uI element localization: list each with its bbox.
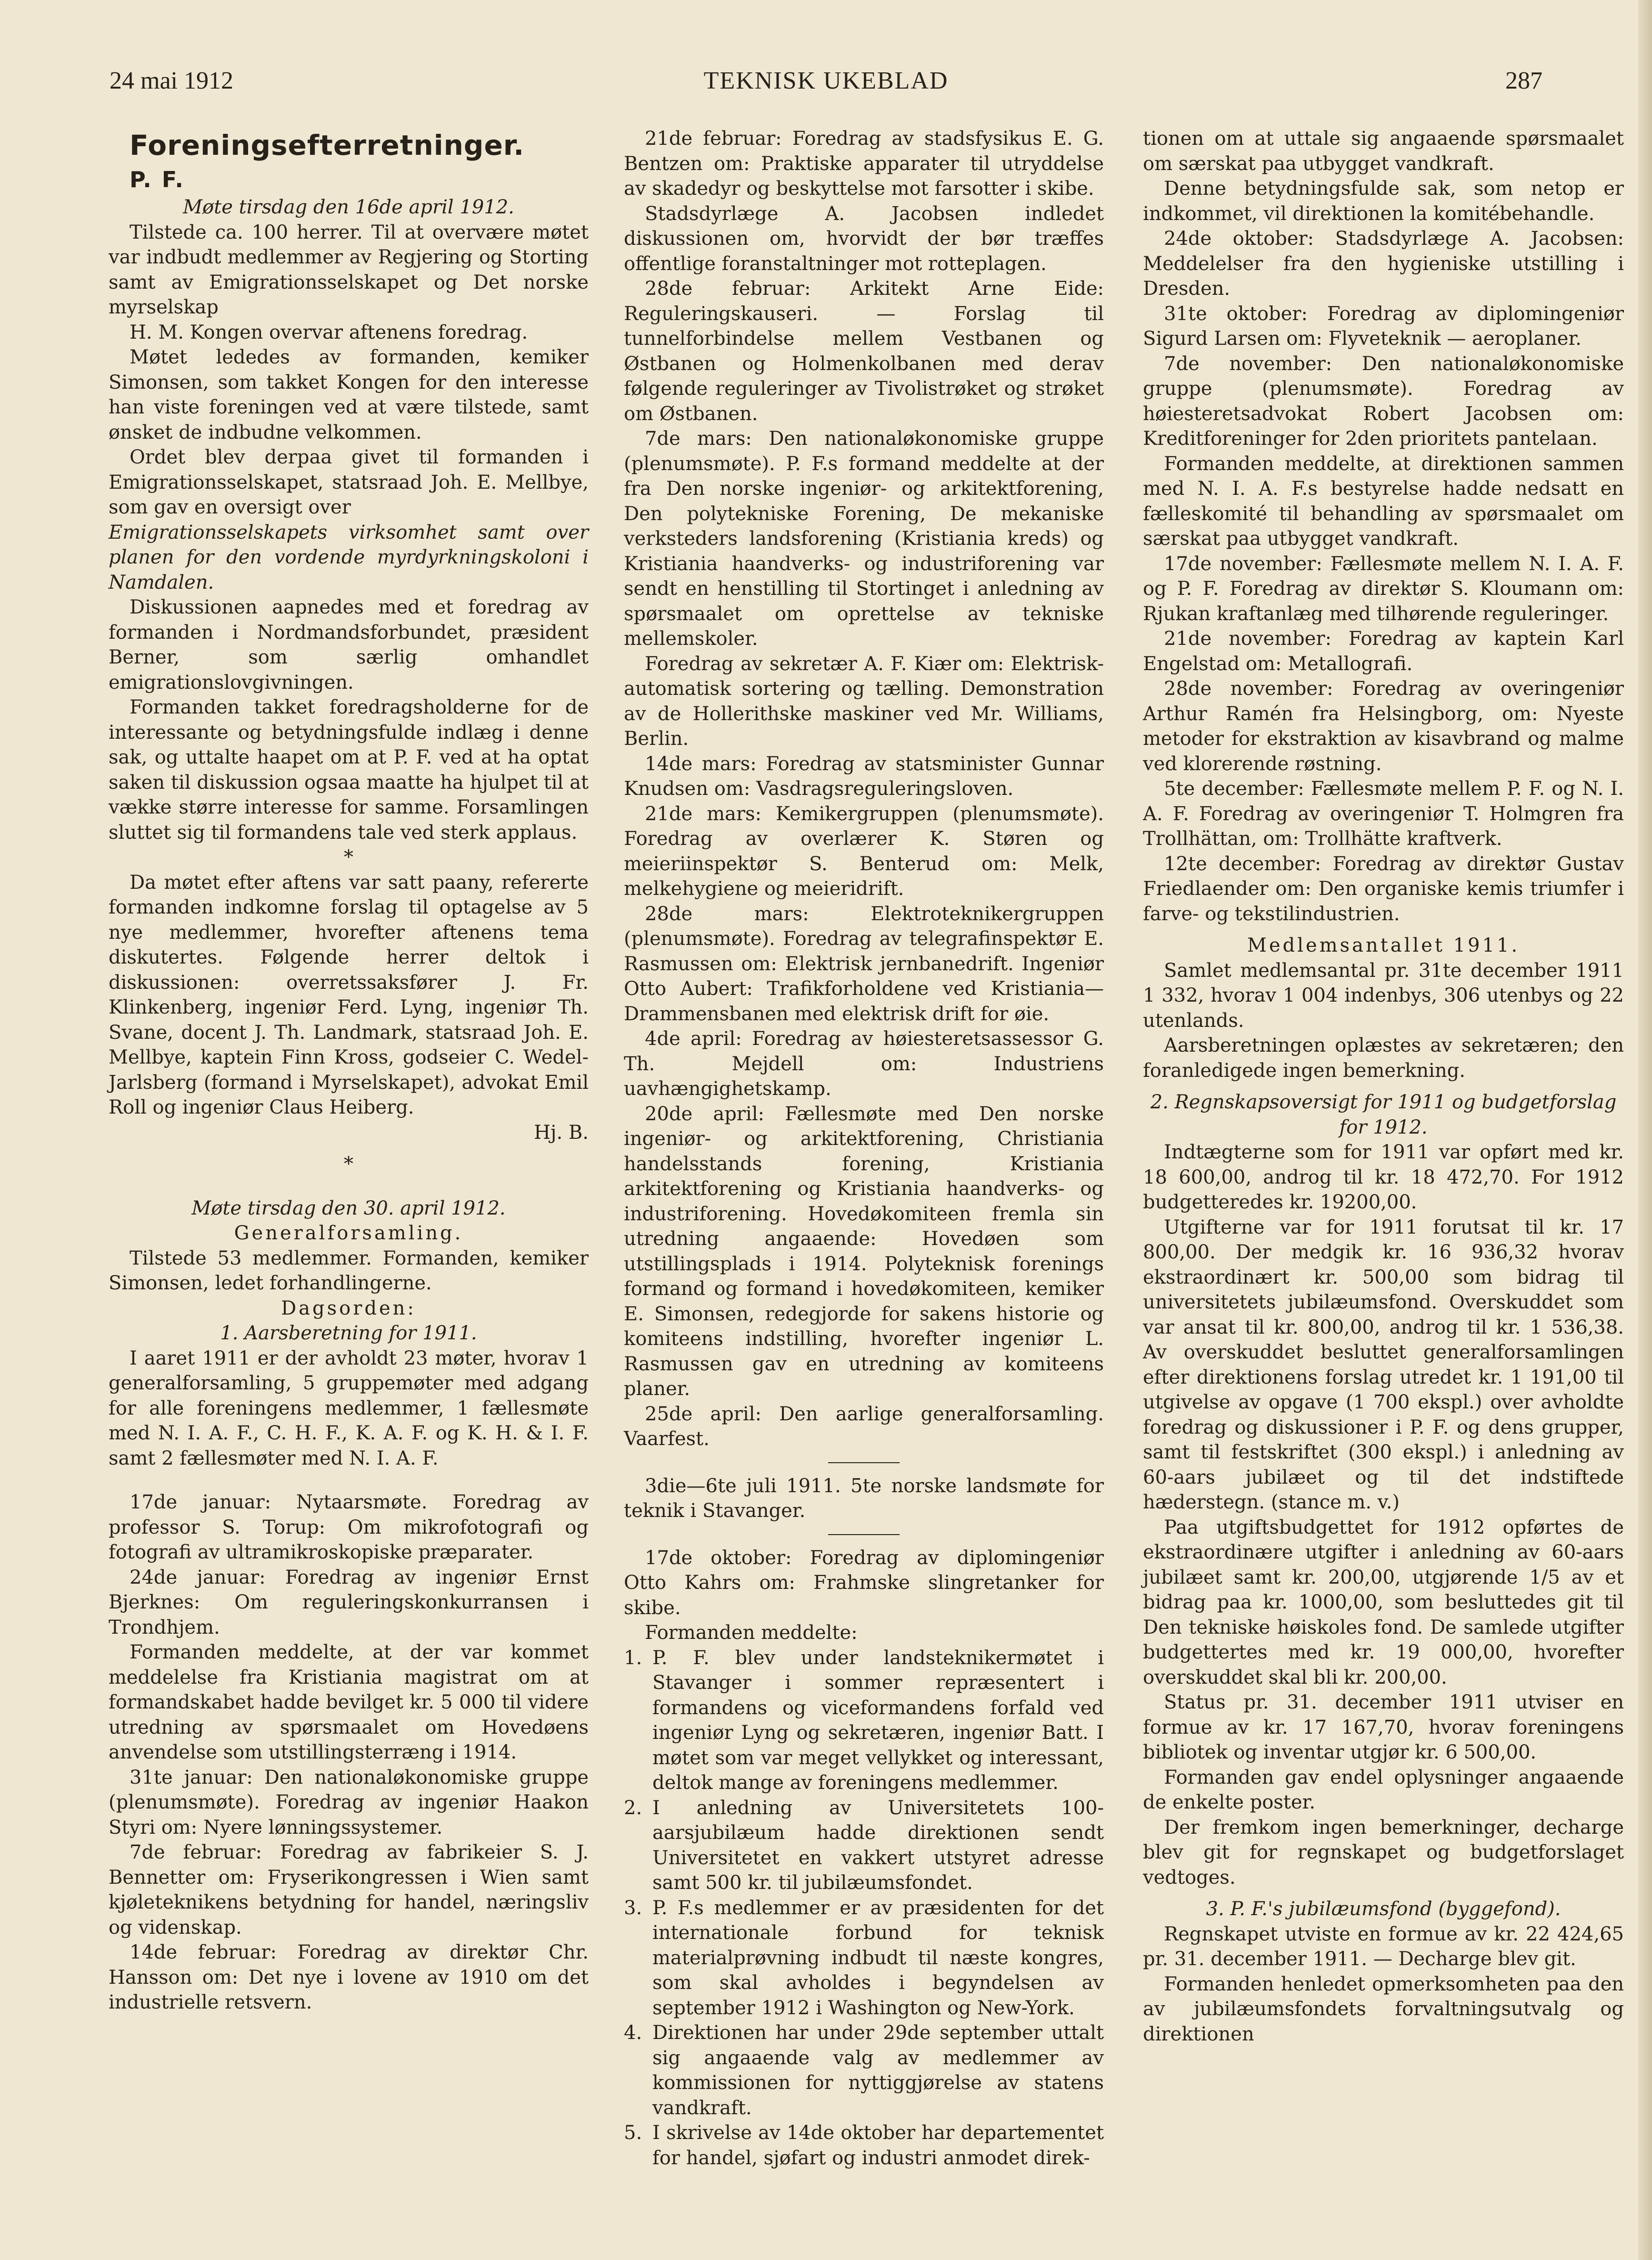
- event-entry: 12te december: Foredrag av direktør Gustav Friedlaender om: Den organiske kemis triumfer i farve- og tekstilindustrien.: [1143, 853, 1624, 925]
- paragraph: Tilstede 53 medlemmer. Formanden, kemiker Simonsen, ledet forhandlingerne.: [109, 1247, 589, 1294]
- page-header: [110, 67, 1542, 105]
- event-entry: 14de mars: Foredrag av statsminister Gunnar Knudsen om: Vasdragsreguleringsloven.: [624, 753, 1104, 800]
- page-edge-shadow: [1638, 0, 1652, 2260]
- paragraph: Tilstede ca. 100 herrer. Til at overvære møtet var indbudt medlemmer av Regjering og Storting samt av Emigrationsselskapet og Det norske myrselskap: [109, 221, 589, 318]
- paragraph: Formanden meddelte, at direktionen sammen med N. I. A. F.s bestyrelse hadde nedsatt en fælleskomité til behandling av spørsmaalet om særskat paa utbygget vandkraft.: [1143, 452, 1624, 550]
- event-entry: 20de april: Fællesmøte med Den norske ingeniør- og arkitektforening, Christiania handelsstands forening, Kristiania arkitektforening og Kristiania haandverks- og industriforening. Hovedøkomiteen fremla sin utredning angaaende: Hovedøen som utstillingsplads i 1914. Polyteknisk forenings formand og formand i hovedøkomiteen, kemiker E. Simonsen, redegjorde for sakens historie og komiteens indstilling, hvorefter ingeniør L. Rasmussen gav en utredning av komiteens planer.: [624, 1103, 1104, 1400]
- event-entry: 24de oktober: Stadsdyrlæge A. Jacobsen: Meddelelser fra den hygieniske utstilling i Dresden.: [1143, 228, 1624, 300]
- section-title: Foreningsefterretninger.: [130, 129, 525, 161]
- paragraph: Paa utgiftsbudgettet for 1912 opførtes de ekstraordinære utgifter i anledning av 60-aars jubilæet samt kr. 200,00, utgjørende 1/5 av et bidrag paa kr. 1000,00, som besluttedes git til Den tekniske høiskoles fond. De samlede utgifter budgettertes med kr. 19 000,00, hvorefter overskuddet skal bli kr. 200,00.: [1143, 1516, 1624, 1688]
- paragraph: Emigrationsselskapets virksomhet samt over planen for den vordende myrdyrkningskoloni i Namdalen.: [109, 521, 589, 593]
- paragraph: Formanden gav endel oplysninger angaaende de enkelte poster.: [1143, 1766, 1624, 1813]
- paragraph: Møtet lededes av formanden, kemiker Simonsen, som takket Kongen for den interesse han viste foreningen ved at være tilstede, samt ønsket de indbudne velkommen.: [109, 346, 589, 443]
- paragraph: Diskussionen aapnedes med et foredrag av formanden i Nordmandsforbundet, præsident Berner, som særlig omhandlet emigrationslovgivningen.: [109, 596, 589, 693]
- event-entry: Foredrag av sekretær A. F. Kiær om: Elektrisk-automatisk sortering og tælling. Demonstration av de Hollerithske maskiner ved Mr. Williams, Berlin.: [624, 653, 1104, 750]
- list-item: 2. I anledning av Universitetets 100-aarsjubilæum hadde direktionen sendt Universitetet en vakkert utstyret adresse samt 500 kr. til jubilæumsfondet.: [624, 1797, 1104, 1894]
- paragraph: Denne betydningsfulde sak, som netop er indkommet, vil direktionen la komitébehandle.: [1143, 178, 1624, 225]
- meeting-subheading: Generalforsamling.: [234, 1222, 463, 1244]
- event-entry: 17de november: Fællesmøte mellem N. I. A. F. og P. F. Foredrag av direktør S. Kloumann om: Rjukan kraftanlæg med tilhørende reguleringer.: [1143, 552, 1624, 625]
- event-entry: Formanden meddelte, at der var kommet meddelelse fra Kristiania magistrat om at formandskabet hadde bevilget kr. 5 000 til videre utredning av spørsmaalet om Hovedøens anvendelse som utstillingsterræng i 1914.: [109, 1641, 589, 1763]
- column-2: [624, 126, 1104, 2170]
- paragraph: Da møtet efter aftens var satt paany, refererte formanden indkomne forslag til optagelse av 5 nye medlemmer, hvorefter aftenens tema diskutertes. Følgende herrer deltok i diskussionen: overretssaksfører J. Fr. Klinkenberg, ingeniør Ferd. Lyng, ingeniør Th. Svane, docent J. Th. Landmark, statsraad Joh. E. Mellbye, kaptein Finn Kross, godseier C. Wedel-Jarlsberg (formand i Myrselskapet), advokat Emil Roll og ingeniør Claus Heiberg.: [109, 871, 589, 1118]
- meeting-heading: Møte tirsdag den 16de april 1912.: [183, 196, 514, 218]
- event-entry: 3die—6te juli 1911. 5te norske landsmøte for teknik i Stavanger.: [624, 1475, 1104, 1522]
- event-entry: 28de november: Foredrag av overingeniør Arthur Ramén fra Helsingborg, om: Nyeste metoder for ekstraktion av kisavbrand og malme ved klorerende røstning.: [1143, 678, 1624, 775]
- paragraph: tionen om at uttale sig angaaende spørsmaalet om særskat paa utbygget vandkraft.: [1143, 128, 1624, 175]
- page-number: 287: [1505, 67, 1542, 94]
- list-item: 4. Direktionen har under 29de september uttalt sig angaaende valg av medlemmer av kommissionen for nyttiggjørelse av statens vandkraft.: [624, 2022, 1104, 2119]
- column-1: [109, 126, 589, 2015]
- list-item: 3. P. F.s medlemmer er av præsidenten for det internationale forbund for teknisk materialprøvning indbudt til næste kongres, som skal avholdes i begyndelsen av september 1912 i Washington og New-York.: [624, 1897, 1104, 2019]
- numbered-list: [624, 1646, 1104, 2171]
- section-heading: Medlemsantallet 1911.: [1247, 934, 1520, 956]
- event-entry: 4de april: Foredrag av høiesteretsassessor G. Th. Mejdell om: Industriens uavhængighetskamp.: [624, 1028, 1104, 1100]
- event-entry: 31te oktober: Foredrag av diplomingeniør Sigurd Larsen om: Flyveteknik — aeroplaner.: [1143, 302, 1624, 350]
- issue-date: 24 mai 1912: [110, 67, 233, 94]
- paragraph: Samlet medlemsantal pr. 31te december 1911 1 332, hvorav 1 004 indenbys, 306 utenbys og 22 utenlands.: [1143, 959, 1624, 1032]
- event-entry: 31te januar: Den nationaløkonomiske gruppe (plenumsmøte). Foredrag av ingeniør Haakon Styri om: Nyere lønningssystemer.: [109, 1766, 589, 1838]
- agenda-heading: Dagsorden:: [281, 1297, 416, 1319]
- paragraph: Ordet blev derpaa givet til formanden i Emigrationsselskapet, statsraad Joh. E. Mellbye, som gav en oversigt over: [109, 446, 589, 518]
- event-entry: 21de november: Foredrag av kaptein Karl Engelstad om: Metallografi.: [1143, 628, 1624, 675]
- event-entry: 21de mars: Kemikergruppen (plenumsmøte). Foredrag av overlærer K. Støren og meieriinspektør S. Benterud om: Melk, melkehygiene og meieridrift.: [624, 803, 1104, 900]
- meeting-heading: Møte tirsdag den 30. april 1912.: [191, 1197, 506, 1219]
- separator-star: *: [344, 846, 353, 868]
- paragraph: Formanden henledet opmerksomheten paa den av jubilæumsfondets forvaltningsutvalg og direktionen: [1143, 1973, 1624, 2045]
- paragraph: Aarsberetningen oplæstes av sekretæren; den foranledigede ingen bemerkning.: [1143, 1035, 1624, 1082]
- event-entry: 28de februar: Arkitekt Arne Eide: Reguleringskauseri. — Forslag til tunnelforbindelse mellem Vestbanen og Østbanen og Holmenkolbanen med derav følgende reguleringer av Tivolistrøket og strøket om Østbanen.: [624, 278, 1104, 425]
- event-entry: 24de januar: Foredrag av ingeniør Ernst Bjerknes: Om reguleringskonkurransen i Trondhjem.: [109, 1566, 589, 1638]
- paragraph: I aaret 1911 er der avholdt 23 møter, hvorav 1 generalforsamling, 5 gruppemøter med adgang for alle foreningens medlemmer, 1 fællesmøte med N. I. A. F., C. H. F., K. A. F. og K. H. & I. F. samt 2 fællesmøter med N. I. A. F.: [109, 1347, 589, 1469]
- divider: [828, 1534, 900, 1535]
- section-subtitle: P. F.: [130, 167, 185, 192]
- paragraph: Formanden meddelte:: [645, 1622, 858, 1644]
- paragraph: Utgifterne var for 1911 forutsat til kr. 17 800,00. Der medgik kr. 16 936,32 hvorav ekstraordinært kr. 500,00 som bidrag til universitetets jubilæumsfond. Overskuddet som var ansat til kr. 800,00, androg til kr. 1 536,38. Av overskuddet besluttet generalforsamlingen efter direktionens forslag utredet kr. 1 191,00 til utgivelse av opgave (1 700 ekspl.) over avholdte foredrag og diskussioner i P. F. og dens grupper, samt til festskriftet (300 ekspl.) i anledning av 60-aars jubilæet og til det indstiftede hæderstegn. (stance m. v.): [1143, 1216, 1624, 1513]
- agenda-item: 1. Aarsberetning for 1911.: [220, 1322, 477, 1344]
- separator-star: *: [344, 1153, 353, 1175]
- paragraph: Formanden takket foredragsholderne for de interessante og betydningsfulde indlæg i denne sak, og uttalte haapet om at P. F. ved at ha optat saken til diskussion ogsaa maatte ha hjulpet til at vække større interesse for samme. Forsamlingen sluttet sig til formandens tale ved sterk applaus.: [109, 696, 589, 844]
- paragraph: Status pr. 31. december 1911 utviser en formue av kr. 17 167,70, hvorav foreningens bibliotek og inventar utgjør kr. 6 500,00.: [1143, 1691, 1624, 1763]
- section-heading: 3. P. F.'s jubilæumsfond (byggefond).: [1206, 1898, 1561, 1920]
- paragraph: H. M. Kongen overvar aftenens foredrag.: [130, 321, 528, 343]
- event-entry: 7de november: Den nationaløkonomiske gruppe (plenumsmøte). Foredrag av høiesteretsadvokat Robert Jacobsen om: Kreditforeninger for 2den prioritets pantelaan.: [1143, 352, 1624, 450]
- journal-title: TEKNISK UKEBLAD: [703, 67, 949, 94]
- divider: [828, 1462, 900, 1463]
- list-item: 1. P. F. blev under landsteknikermøtet i Stavanger i sommer repræsentert i formandens og viceformandens forfald ved ingeniør Lyng og sekretæren, ingeniør Batt. I møtet som var meget vellykket og interessant, deltok mange av foreningens medlemmer.: [624, 1647, 1104, 1794]
- section-heading: 2. Regnskapsoversigt for 1911 og budgetforslag for 1912.: [1150, 1091, 1617, 1138]
- paragraph: Der fremkom ingen bemerkninger, decharge blev git for regnskapet og budgetforslaget vedtoges.: [1143, 1816, 1624, 1888]
- list-item: 5. I skrivelse av 14de oktober har departementet for handel, sjøfart og industri anmodet direk-: [624, 2122, 1104, 2169]
- event-entry: 14de februar: Foredrag av direktør Chr. Hansson om: Det nye i lovene av 1910 om det industrielle retsvern.: [109, 1941, 589, 2013]
- event-entry: 7de februar: Foredrag av fabrikeier S. J. Bennetter om: Fryserikongressen i Wien samt kjøleteknikens betydning for handel, næringsliv og videnskap.: [109, 1841, 589, 1939]
- paragraph: Indtægterne som for 1911 var opført med kr. 18 600,00, androg til kr. 18 472,70. For 1912 budgetteredes kr. 19200,00.: [1143, 1141, 1624, 1213]
- column-3: [1143, 126, 1624, 2047]
- event-entry: 17de januar: Nytaarsmøte. Foredrag av professor S. Torup: Om mikrofotografi og fotografi av ultramikroskopiske præparater.: [109, 1491, 589, 1563]
- event-entry: 21de februar: Foredrag av stadsfysikus E. G. Bentzen om: Praktiske apparater til utryddelse av skadedyr og beskyttelse mot farsotter i skibe.: [624, 128, 1104, 200]
- event-entry: 7de mars: Den nationaløkonomiske gruppe (plenumsmøte). P. F.s formand meddelte at der fra Den norske ingeniør- og arkitektforening, Den polytekniske Forening, De mekaniske verksteders landsforening (Kristiania kreds) og Kristiania haandverks- og industriforening var sendt en henstilling til Stortinget i anledning av spørsmaalet om oprettelse av tekniske mellemskoler.: [624, 428, 1104, 650]
- event-entry: 28de mars: Elektroteknikergruppen (plenumsmøte). Foredrag av telegrafinspektør E. Rasmussen om: Elektrisk jernbanedrift. Ingeniør Otto Aubert: Trafikforholdene ved Kristiania—Drammensbanen med elektrisk drift for øie.: [624, 903, 1104, 1025]
- event-entry: 25de april: Den aarlige generalforsamling. Vaarfest.: [624, 1403, 1104, 1450]
- event-entry: 17de oktober: Foredrag av diplomingeniør Otto Kahrs om: Frahmske slingretanker for skibe.: [624, 1547, 1104, 1619]
- event-entry: Stadsdyrlæge A. Jacobsen indledet diskussionen om, hvorvidt der bør træffes offentlige foranstaltninger mot rotteplagen.: [624, 202, 1104, 275]
- event-entry: 5te december: Fællesmøte mellem P. F. og N. I. A. F. Foredrag av overingeniør T. Holmgren fra Trollhättan, om: Trollhätte kraftverk.: [1143, 778, 1624, 850]
- signature: Hj. B.: [534, 1121, 589, 1144]
- paragraph: Regnskapet utviste en formue av kr. 22 424,65 pr. 31. december 1911. — Decharge blev git.: [1143, 1923, 1624, 1970]
